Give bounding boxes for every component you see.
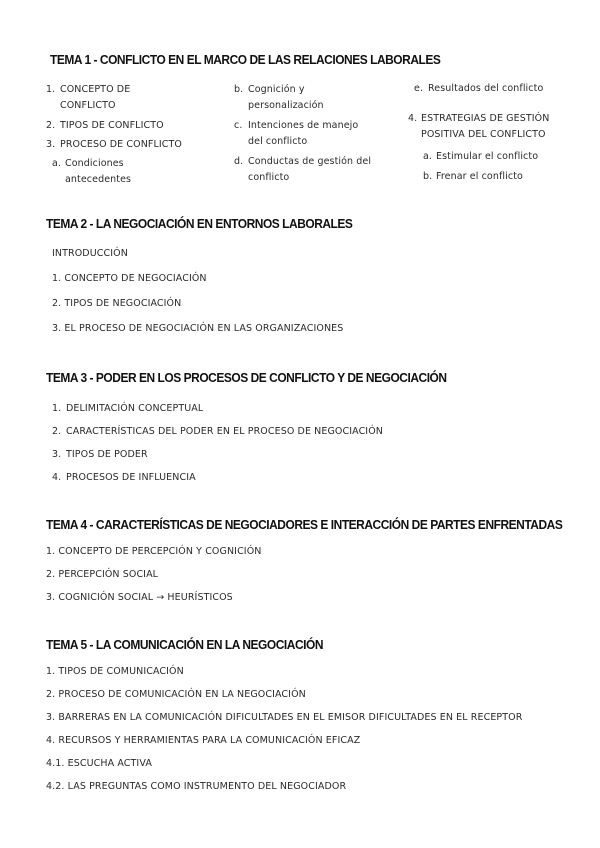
tema4-title: TEMA 4 - CARACTERÍSTICAS DE NEGOCIADORES E INTERACCIÓN DE PARTES ENFRENTADAS	[46, 517, 563, 532]
list-text: Conductas de gestión del	[248, 156, 372, 167]
list-item	[46, 137, 182, 156]
tema1-column-2	[234, 82, 371, 186]
list-number: 1.	[52, 403, 62, 414]
list-text: Estimular el conflicto	[436, 151, 539, 162]
list-item	[46, 82, 182, 118]
list-item: 3. COGNICIÓN SOCIAL → HEURÍSTICOS	[46, 592, 233, 603]
tema3-title: TEMA 3 - PODER EN LOS PROCESOS DE CONFLICTO Y DE NEGOCIACIÓN	[46, 370, 447, 385]
list-text: Intenciones de manejo	[248, 120, 359, 131]
list-number: 3.	[52, 449, 62, 460]
list-number: 2.	[46, 120, 56, 131]
list-item: 3. EL PROCESO DE NEGOCIACIÓN EN LAS ORGANIZACIONES	[52, 323, 344, 334]
list-text: conflicto	[248, 172, 290, 183]
list-text: PROCESOS DE INFLUENCIA	[66, 472, 196, 483]
list-item	[234, 82, 371, 118]
list-item	[46, 156, 182, 188]
list-item: 4.2. LAS PREGUNTAS COMO INSTRUMENTO DEL NEGOCIADOR	[46, 781, 347, 792]
list-item	[234, 118, 371, 154]
list-item: 2. TIPOS DE NEGOCIACIÓN	[52, 298, 182, 309]
list-number: a.	[52, 158, 62, 169]
list-number: 1.	[46, 84, 56, 95]
tema2-title: TEMA 2 - LA NEGOCIACIÓN EN ENTORNOS LABORALES	[46, 216, 353, 231]
list-item: 2. PERCEPCIÓN SOCIAL	[46, 569, 159, 580]
list-text: TIPOS DE CONFLICTO	[60, 120, 164, 131]
list-item: 3. BARRERAS EN LA COMUNICACIÓN DIFICULTADES EN EL EMISOR DIFICULTADES EN EL RECEPTOR	[46, 712, 523, 723]
list-item	[414, 149, 549, 169]
list-text: Cognición y	[248, 84, 305, 95]
list-number: a.	[423, 151, 433, 162]
list-text: DELIMITACIÓN CONCEPTUAL	[66, 403, 204, 414]
list-text: CARACTERÍSTICAS DEL PODER EN EL PROCESO DE NEGOCIACIÓN	[66, 426, 383, 437]
tema1-column-1	[46, 82, 182, 188]
list-text: personalización	[248, 100, 324, 111]
list-number: 2.	[52, 426, 62, 437]
list-text: POSITIVA DEL CONFLICTO	[421, 129, 546, 140]
tema1-column-3	[408, 81, 550, 185]
list-text: CONFLICTO	[60, 100, 116, 111]
list-text: PROCESO DE CONFLICTO	[60, 139, 182, 150]
list-text: ESTRATEGIAS DE GESTIÓN	[421, 113, 550, 124]
tema5-title: TEMA 5 - LA COMUNICACIÓN EN LA NEGOCIACIÓN	[46, 637, 324, 652]
list-number: 3.	[46, 139, 56, 150]
tema1-title: TEMA 1 - CONFLICTO EN EL MARCO DE LAS RELACIONES LABORALES	[50, 52, 441, 67]
list-number: 4.	[52, 472, 62, 483]
list-number: d.	[234, 156, 244, 167]
list-text: CONCEPTO DE	[60, 84, 131, 95]
list-item	[52, 447, 148, 463]
list-item	[46, 118, 182, 137]
list-item: INTRODUCCIÓN	[52, 248, 128, 259]
list-number: c.	[234, 120, 243, 131]
list-item: 1. TIPOS DE COMUNICACIÓN	[46, 666, 184, 677]
list-item: 1. CONCEPTO DE PERCEPCIÓN Y COGNICIÓN	[46, 546, 262, 557]
list-item: 4. RECURSOS Y HERRAMIENTAS PARA LA COMUNICACIÓN EFICAZ	[46, 735, 361, 746]
list-text: Frenar el conflicto	[436, 171, 523, 182]
list-item	[52, 424, 383, 440]
list-item	[234, 154, 371, 186]
list-item	[414, 81, 549, 111]
list-text: Condiciones	[65, 158, 124, 169]
list-item: 2. PROCESO DE COMUNICACIÓN EN LA NEGOCIACIÓN	[46, 689, 306, 700]
list-text: Resultados del conflicto	[428, 83, 544, 94]
list-text: del conflicto	[248, 136, 308, 147]
list-text: antecedentes	[65, 174, 132, 185]
list-item: 4.1. ESCUCHA ACTIVA	[46, 758, 152, 769]
list-text: TIPOS DE PODER	[66, 449, 148, 460]
list-number: e.	[414, 83, 424, 94]
list-item: 1. CONCEPTO DE NEGOCIACIÓN	[52, 273, 207, 284]
list-item	[414, 169, 549, 185]
list-number: b.	[423, 171, 433, 182]
list-item	[52, 470, 196, 486]
list-item	[52, 401, 203, 417]
list-number: b.	[234, 84, 244, 95]
list-number: 4.	[408, 113, 418, 124]
list-item	[408, 111, 549, 149]
